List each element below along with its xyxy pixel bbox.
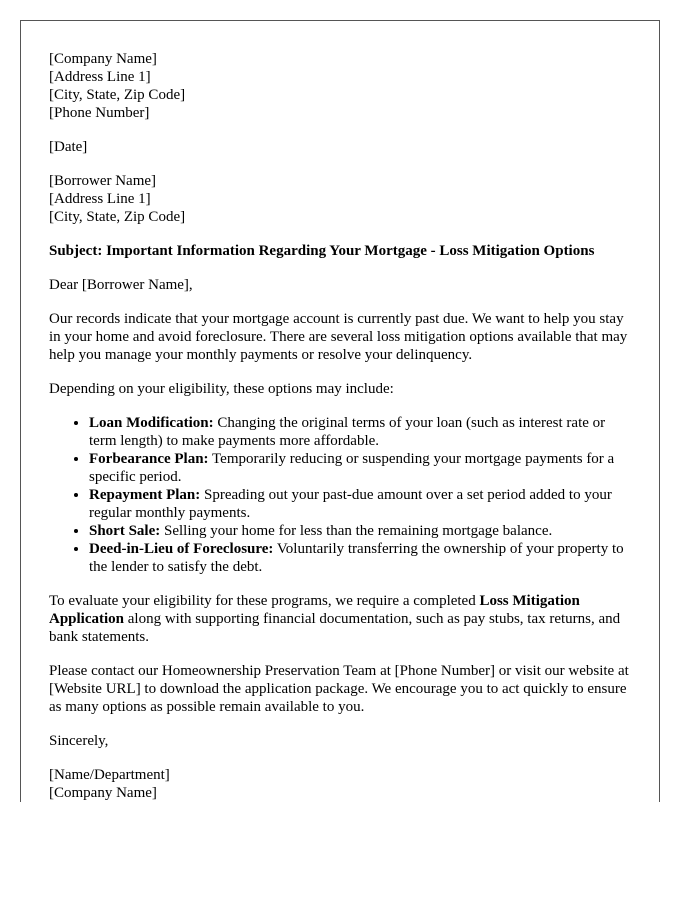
sender-city-state-zip: [City, State, Zip Code]: [49, 87, 186, 103]
sender-company: [Company Name]: [49, 51, 157, 67]
sender-address-block: [49, 50, 631, 122]
evaluate-text-before: To evaluate your eligibility for these programs, we require a completed: [49, 593, 480, 609]
sender-address-line-1: [Address Line 1]: [49, 69, 151, 85]
option-term: Loan Modification:: [89, 415, 214, 431]
option-term: Short Sale:: [89, 523, 161, 539]
letter-page: [20, 20, 660, 802]
options-intro: Depending on your eligibility, these options may include:: [49, 381, 394, 397]
option-repayment-plan: [89, 486, 631, 522]
option-desc: Temporarily reducing or suspending your mortgage payments for a specific period.: [89, 451, 615, 485]
signature-name: [Name/Department]: [49, 767, 170, 783]
option-term: Deed-in-Lieu of Foreclosure:: [89, 541, 274, 557]
contact-paragraph: Please contact our Homeownership Preservation Team at [Phone Number] or visit our website at [Website URL] to download the application package. We encourage you to act quickly to ensure as many options as possible remain available to you.: [49, 663, 629, 715]
intro-paragraph: Our records indicate that your mortgage account is currently past due. We want to help you stay in your home and avoid foreclosure. There are several loss mitigation options available that may help you manage your monthly payments or resolve your delinquency.: [49, 311, 628, 363]
signature-company: [Company Name]: [49, 785, 157, 801]
date-block: [49, 138, 631, 156]
option-term: Forbearance Plan:: [89, 451, 209, 467]
option-desc: Selling your home for less than the remaining mortgage balance.: [160, 523, 553, 539]
option-forbearance-plan: [89, 450, 631, 486]
subject-line: Subject: Important Information Regarding Your Mortgage - Loss Mitigation Options: [49, 243, 595, 259]
recipient-name: [Borrower Name]: [49, 173, 157, 189]
sender-phone: [Phone Number]: [49, 105, 150, 121]
recipient-address-block: [49, 172, 631, 226]
options-list: [49, 414, 631, 576]
option-desc: Voluntarily transferring the ownership of your property to the lender to satisfy the debt.: [89, 541, 624, 575]
application-name: Loss Mitigation Application: [49, 593, 580, 627]
signature-block: [49, 766, 631, 802]
option-loan-modification: [89, 414, 631, 450]
option-desc: Changing the original terms of your loan (such as interest rate or term length) to make payments more affordable.: [89, 415, 606, 449]
option-deed-in-lieu: [89, 540, 631, 576]
recipient-city-state-zip: [City, State, Zip Code]: [49, 209, 186, 225]
option-desc: Spreading out your past-due amount over a set period added to your regular monthly payments.: [89, 487, 612, 521]
option-term: Repayment Plan:: [89, 487, 201, 503]
evaluate-paragraph: [49, 592, 631, 646]
salutation: Dear [Borrower Name],: [49, 277, 193, 293]
option-short-sale: [89, 522, 631, 540]
closing: Sincerely,: [49, 733, 109, 749]
evaluate-text-after: along with supporting financial documentation, such as pay stubs, tax returns, and bank statements.: [49, 611, 621, 645]
recipient-address-line-1: [Address Line 1]: [49, 191, 151, 207]
letter-date: [Date]: [49, 139, 88, 155]
